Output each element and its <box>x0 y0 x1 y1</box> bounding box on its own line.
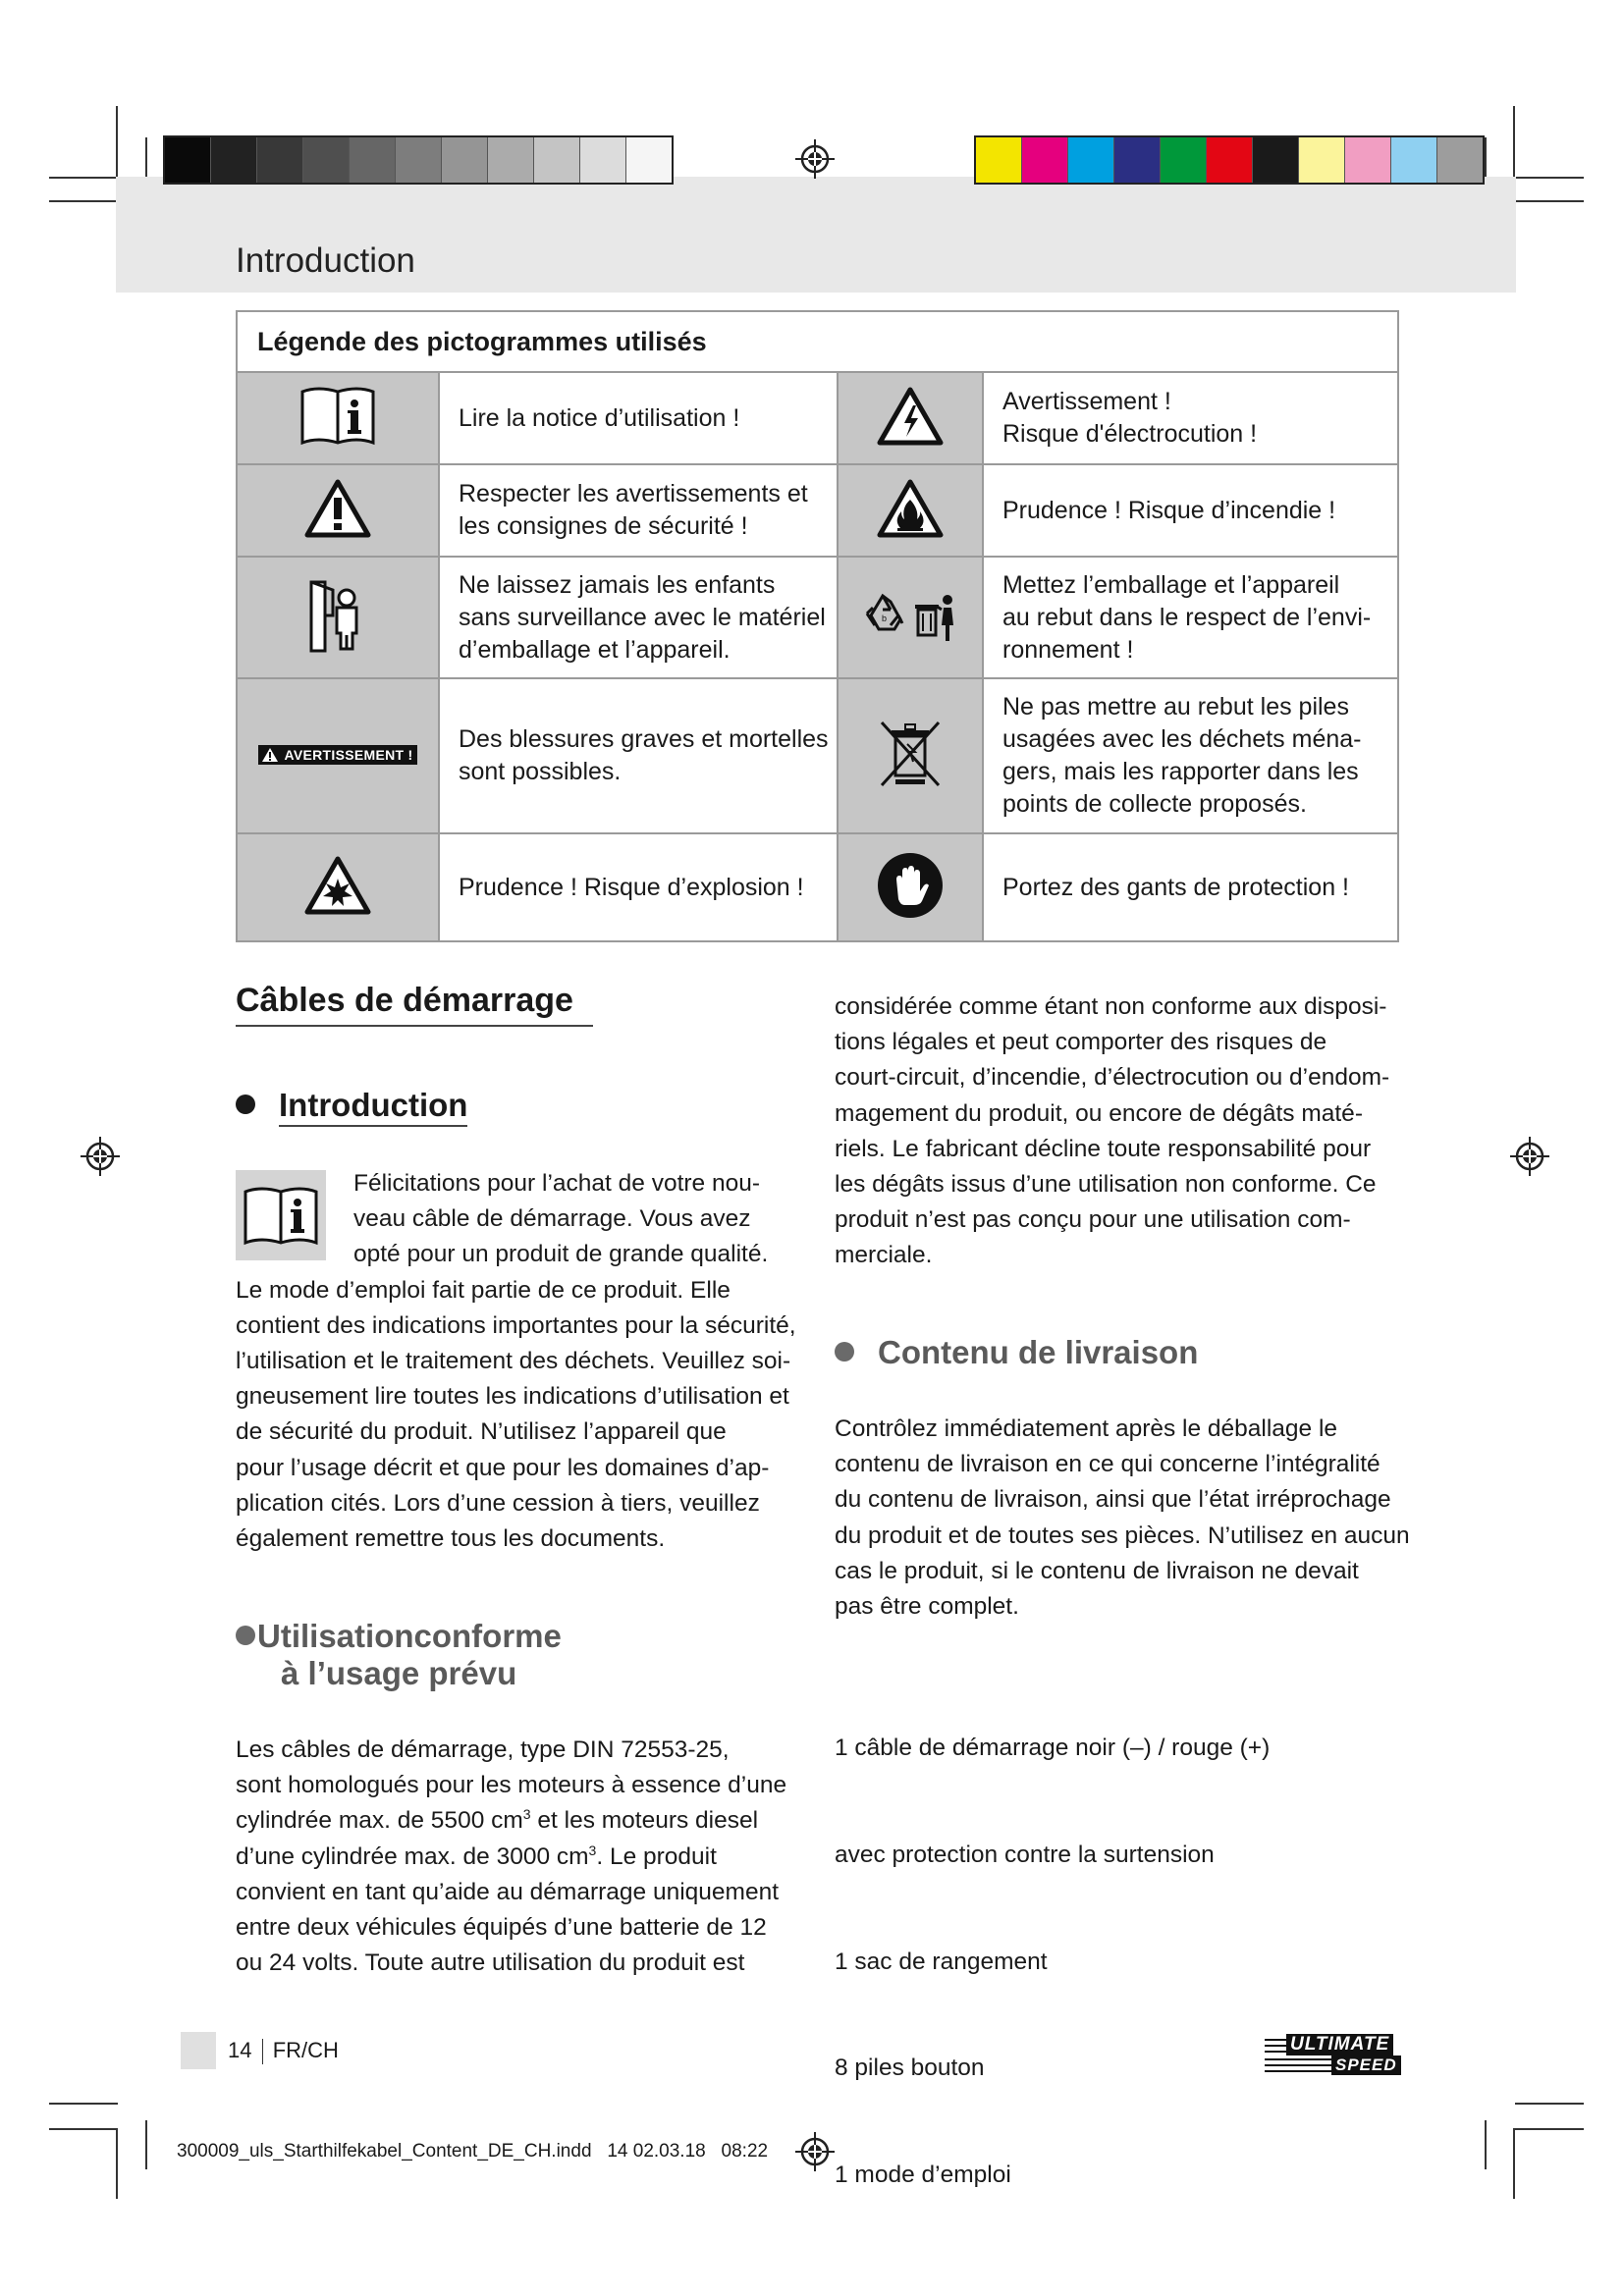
legend-text-line: gers, mais les rapporter dans les <box>1002 758 1359 785</box>
legend-text-line: Ne laissez jamais les enfants <box>459 570 776 599</box>
text-line: convient en tant qu’aide au démarrage uniquement <box>236 1878 779 1905</box>
legend-text-line: usagées avec les déchets ména- <box>1002 725 1362 753</box>
legend-icon-cell <box>237 464 439 557</box>
list-item: 8 piles bouton <box>835 2055 985 2082</box>
usage-heading-line: à l’usage prévu <box>281 1655 517 1691</box>
usage-continuation-paragraph <box>835 989 1404 1274</box>
intro-paragraph <box>236 1166 805 1557</box>
section-title-underline <box>236 1025 593 1027</box>
warning-label-icon <box>258 745 416 765</box>
legend-text-line: Avertissement ! <box>1002 388 1171 415</box>
legend-icon-cell <box>838 372 983 464</box>
text-line: opté pour un produit de grande qualité. <box>353 1241 769 1268</box>
color-swatch <box>1161 137 1207 183</box>
gray-swatch <box>626 137 672 183</box>
list-item: avec protection contre la surtension <box>835 1842 1215 1869</box>
usage-heading <box>236 1618 562 1692</box>
page-header-title: Introduction <box>236 241 415 280</box>
text-line: produit n’est pas conçu pour une utilisation com- <box>835 1206 1351 1234</box>
text-line: tions légales et peut comporter des risques de <box>835 1029 1327 1056</box>
delivery-items-list <box>835 1660 1404 2228</box>
text-line: contient des indications importantes pour la sécurité, <box>236 1311 796 1339</box>
gray-swatch <box>350 137 396 183</box>
text-line: court-circuit, d’incendie, d’électrocution ou d’endom- <box>835 1064 1390 1092</box>
delivery-heading-text: Contenu de livraison <box>878 1334 1199 1370</box>
color-swatch <box>1299 137 1345 183</box>
text-line: d’une cylindrée max. de 3000 $cm^3$. Le produit <box>236 1842 717 1870</box>
recycle-disposal-icon <box>861 586 959 645</box>
text-line: contenu de livraison en ce qui concerne l’intégralité <box>835 1451 1380 1478</box>
text-line: de sécurité du produit. N’utilisez l’appareil que <box>236 1418 727 1446</box>
text-line: gneusement lire toutes les indications d’utilisation et <box>236 1383 789 1411</box>
text-line: Le mode d’emploi fait partie de ce produit. Elle <box>236 1276 731 1304</box>
legend-title: Légende des pictogrammes utilisés <box>237 311 1398 372</box>
gray-swatch <box>211 137 257 183</box>
legend-text-cell <box>439 464 838 557</box>
page-number-box <box>181 2032 216 2069</box>
process-color-bar <box>974 135 1485 185</box>
text-line: plication cités. Lors d’une cession à tiers, veuillez <box>236 1489 760 1517</box>
intro-heading <box>236 1087 467 1124</box>
legend-icon-cell <box>838 464 983 557</box>
text-line: entre deux véhicules équipés d’une batterie de 12 <box>236 1914 767 1942</box>
fire-warning-icon <box>876 478 945 539</box>
text-line: Félicitations pour l’achat de votre nou- <box>353 1170 760 1197</box>
color-swatch <box>1391 137 1437 183</box>
delivery-heading <box>835 1334 1198 1371</box>
text-line: également remettre tous les documents. <box>236 1525 666 1553</box>
text-line: ou 24 volts. Toute autre utilisation du produit est <box>236 1949 745 1977</box>
legend-icon-cell <box>237 678 439 833</box>
brand-line1: ULTIMATE <box>1286 2034 1393 2056</box>
gray-swatch <box>257 137 303 183</box>
legend-icon-cell <box>237 372 439 464</box>
warning-triangle-icon <box>261 747 279 763</box>
warning-triangle-icon <box>303 478 372 539</box>
page-number-value: 14 <box>228 2038 252 2062</box>
brand-logo <box>1263 2034 1400 2077</box>
color-swatch <box>1114 137 1161 183</box>
legend-text-line: Respecter les avertissements et <box>459 480 808 507</box>
text-line: magement du produit, ou encore de dégâts maté- <box>835 1099 1363 1127</box>
usage-heading-line: Utilisationconforme <box>257 1618 562 1654</box>
legend-text-line: Prudence ! Risque d’incendie ! <box>1002 496 1336 524</box>
legend-text-cell <box>439 678 838 833</box>
legend-text-line: Prudence ! Risque d’explosion ! <box>459 873 804 901</box>
bullet-dot <box>236 1626 255 1645</box>
registration-mark-icon <box>1510 1137 1549 1176</box>
legend-row <box>237 557 1398 678</box>
text-line: pour l’usage décrit et que pour les domaines d’ap- <box>236 1454 770 1481</box>
legend-row <box>237 678 1398 833</box>
text-line: considérée comme étant non conforme aux disposi- <box>835 993 1387 1020</box>
registration-mark-icon <box>81 1137 120 1176</box>
legend-row <box>237 372 1398 464</box>
list-item: 1 sac de rangement <box>835 1948 1048 1975</box>
legend-icon-cell <box>237 833 439 941</box>
gray-swatch <box>534 137 580 183</box>
legend-text-cell <box>983 372 1398 464</box>
legend-text-line: ronnement ! <box>1002 635 1134 664</box>
warning-label-text: AVERTISSEMENT ! <box>284 746 413 763</box>
legend-text-cell <box>439 557 838 678</box>
svg-text:b: b <box>882 613 888 623</box>
legend-text-line: au rebut dans le respect de l’envi- <box>1002 603 1372 631</box>
color-swatch <box>1068 137 1114 183</box>
usage-paragraph <box>236 1733 805 1981</box>
gray-swatch <box>303 137 350 183</box>
delivery-paragraph <box>835 1412 1410 1625</box>
legend-text-cell <box>983 678 1398 833</box>
list-item: 1 câble de démarrage noir (–) / rouge (+) <box>835 1735 1271 1762</box>
legend-text-cell <box>439 372 838 464</box>
print-slug: 300009_uls_Starthilfekabel_Content_DE_CH.indd 14 02.03.18 08:22 <box>177 2141 769 2162</box>
book-info-icon <box>298 384 377 449</box>
registration-mark-icon <box>795 2132 835 2171</box>
legend-text-line: points de collecte proposés. <box>1002 790 1307 818</box>
legend-row <box>237 833 1398 941</box>
gray-swatch <box>165 137 211 183</box>
protective-gloves-icon <box>875 850 946 921</box>
gray-swatch <box>488 137 534 183</box>
text-line: Contrôlez immédiatement après le déballage le <box>835 1415 1338 1442</box>
legend-icon-cell <box>838 833 983 941</box>
pictogram-legend-table <box>236 310 1399 942</box>
legend-text-line: Des blessures graves et mortelles <box>459 725 829 753</box>
bullet-dot <box>835 1342 854 1362</box>
page-locale: FR/CH <box>272 2038 339 2062</box>
page-number <box>228 2038 339 2064</box>
crossed-bin-icon <box>878 719 943 789</box>
text-line: les dégâts issus d’une utilisation non conforme. Ce <box>835 1171 1377 1199</box>
legend-text-line: Portez des gants de protection ! <box>1002 873 1349 901</box>
legend-text-line: Lire la notice d’utilisation ! <box>459 403 740 432</box>
legend-icon-cell <box>838 678 983 833</box>
text-line: riels. Le fabricant décline toute responsabilité pour <box>835 1135 1372 1162</box>
legend-text-line: les consignes de sécurité ! <box>459 512 748 540</box>
legend-text-cell <box>983 464 1398 557</box>
section-title: Câbles de démarrage <box>236 982 573 1019</box>
legend-row <box>237 464 1398 557</box>
legend-icon-cell <box>237 557 439 678</box>
electric-shock-warning-icon <box>876 386 945 447</box>
registration-mark-icon <box>795 139 835 179</box>
text-line: cas le produit, si le contenu de livraison ne devait <box>835 1557 1359 1584</box>
list-item: 1 mode d’emploi <box>835 2161 1011 2188</box>
grayscale-color-bar <box>163 135 674 185</box>
text-line: sont homologués pour les moteurs à essence d’une <box>236 1772 787 1799</box>
legend-text-line: Mettez l’emballage et l’appareil <box>1002 570 1340 599</box>
text-line: veau câble de démarrage. Vous avez <box>353 1205 751 1233</box>
legend-icon-cell <box>838 557 983 678</box>
gray-swatch <box>580 137 626 183</box>
legend-text-cell <box>983 557 1398 678</box>
text-line: du produit et de toutes ses pièces. N’utilisez en aucun <box>835 1522 1410 1549</box>
intro-heading-text: Introduction <box>279 1087 467 1127</box>
color-swatch <box>976 137 1022 183</box>
color-swatch <box>1253 137 1299 183</box>
color-swatch <box>1437 137 1483 183</box>
legend-text-line: sans surveillance avec le matériel <box>459 603 826 631</box>
legend-text-line: sont possibles. <box>459 758 622 785</box>
child-supervision-icon <box>303 576 372 655</box>
legend-text-cell <box>983 833 1398 941</box>
text-line: cylindrée max. de 5500 $cm^3$ et les moteurs diesel <box>236 1806 759 1835</box>
bullet-dot <box>236 1095 255 1114</box>
text-line: merciale. <box>835 1242 933 1269</box>
text-line: l’utilisation et le traitement des déchets. Veuillez soi- <box>236 1348 791 1375</box>
text-line: du contenu de livraison, ainsi que l’état irréprochage <box>835 1486 1391 1514</box>
text-line: Les câbles de démarrage, type DIN 72553-25, <box>236 1736 730 1763</box>
legend-text-line: Ne pas mettre au rebut les piles <box>1002 693 1349 721</box>
color-swatch <box>1207 137 1253 183</box>
color-swatch <box>1022 137 1068 183</box>
brand-line2: SPEED <box>1331 2056 1401 2075</box>
legend-text-line: Risque d'électrocution ! <box>1002 420 1258 448</box>
gray-swatch <box>442 137 488 183</box>
explosion-warning-icon <box>303 855 372 916</box>
gray-swatch <box>396 137 442 183</box>
legend-text-line: d’emballage et l’appareil. <box>459 635 731 664</box>
legend-text-cell <box>439 833 838 941</box>
text-line: pas être complet. <box>835 1593 1019 1621</box>
color-swatch <box>1345 137 1391 183</box>
